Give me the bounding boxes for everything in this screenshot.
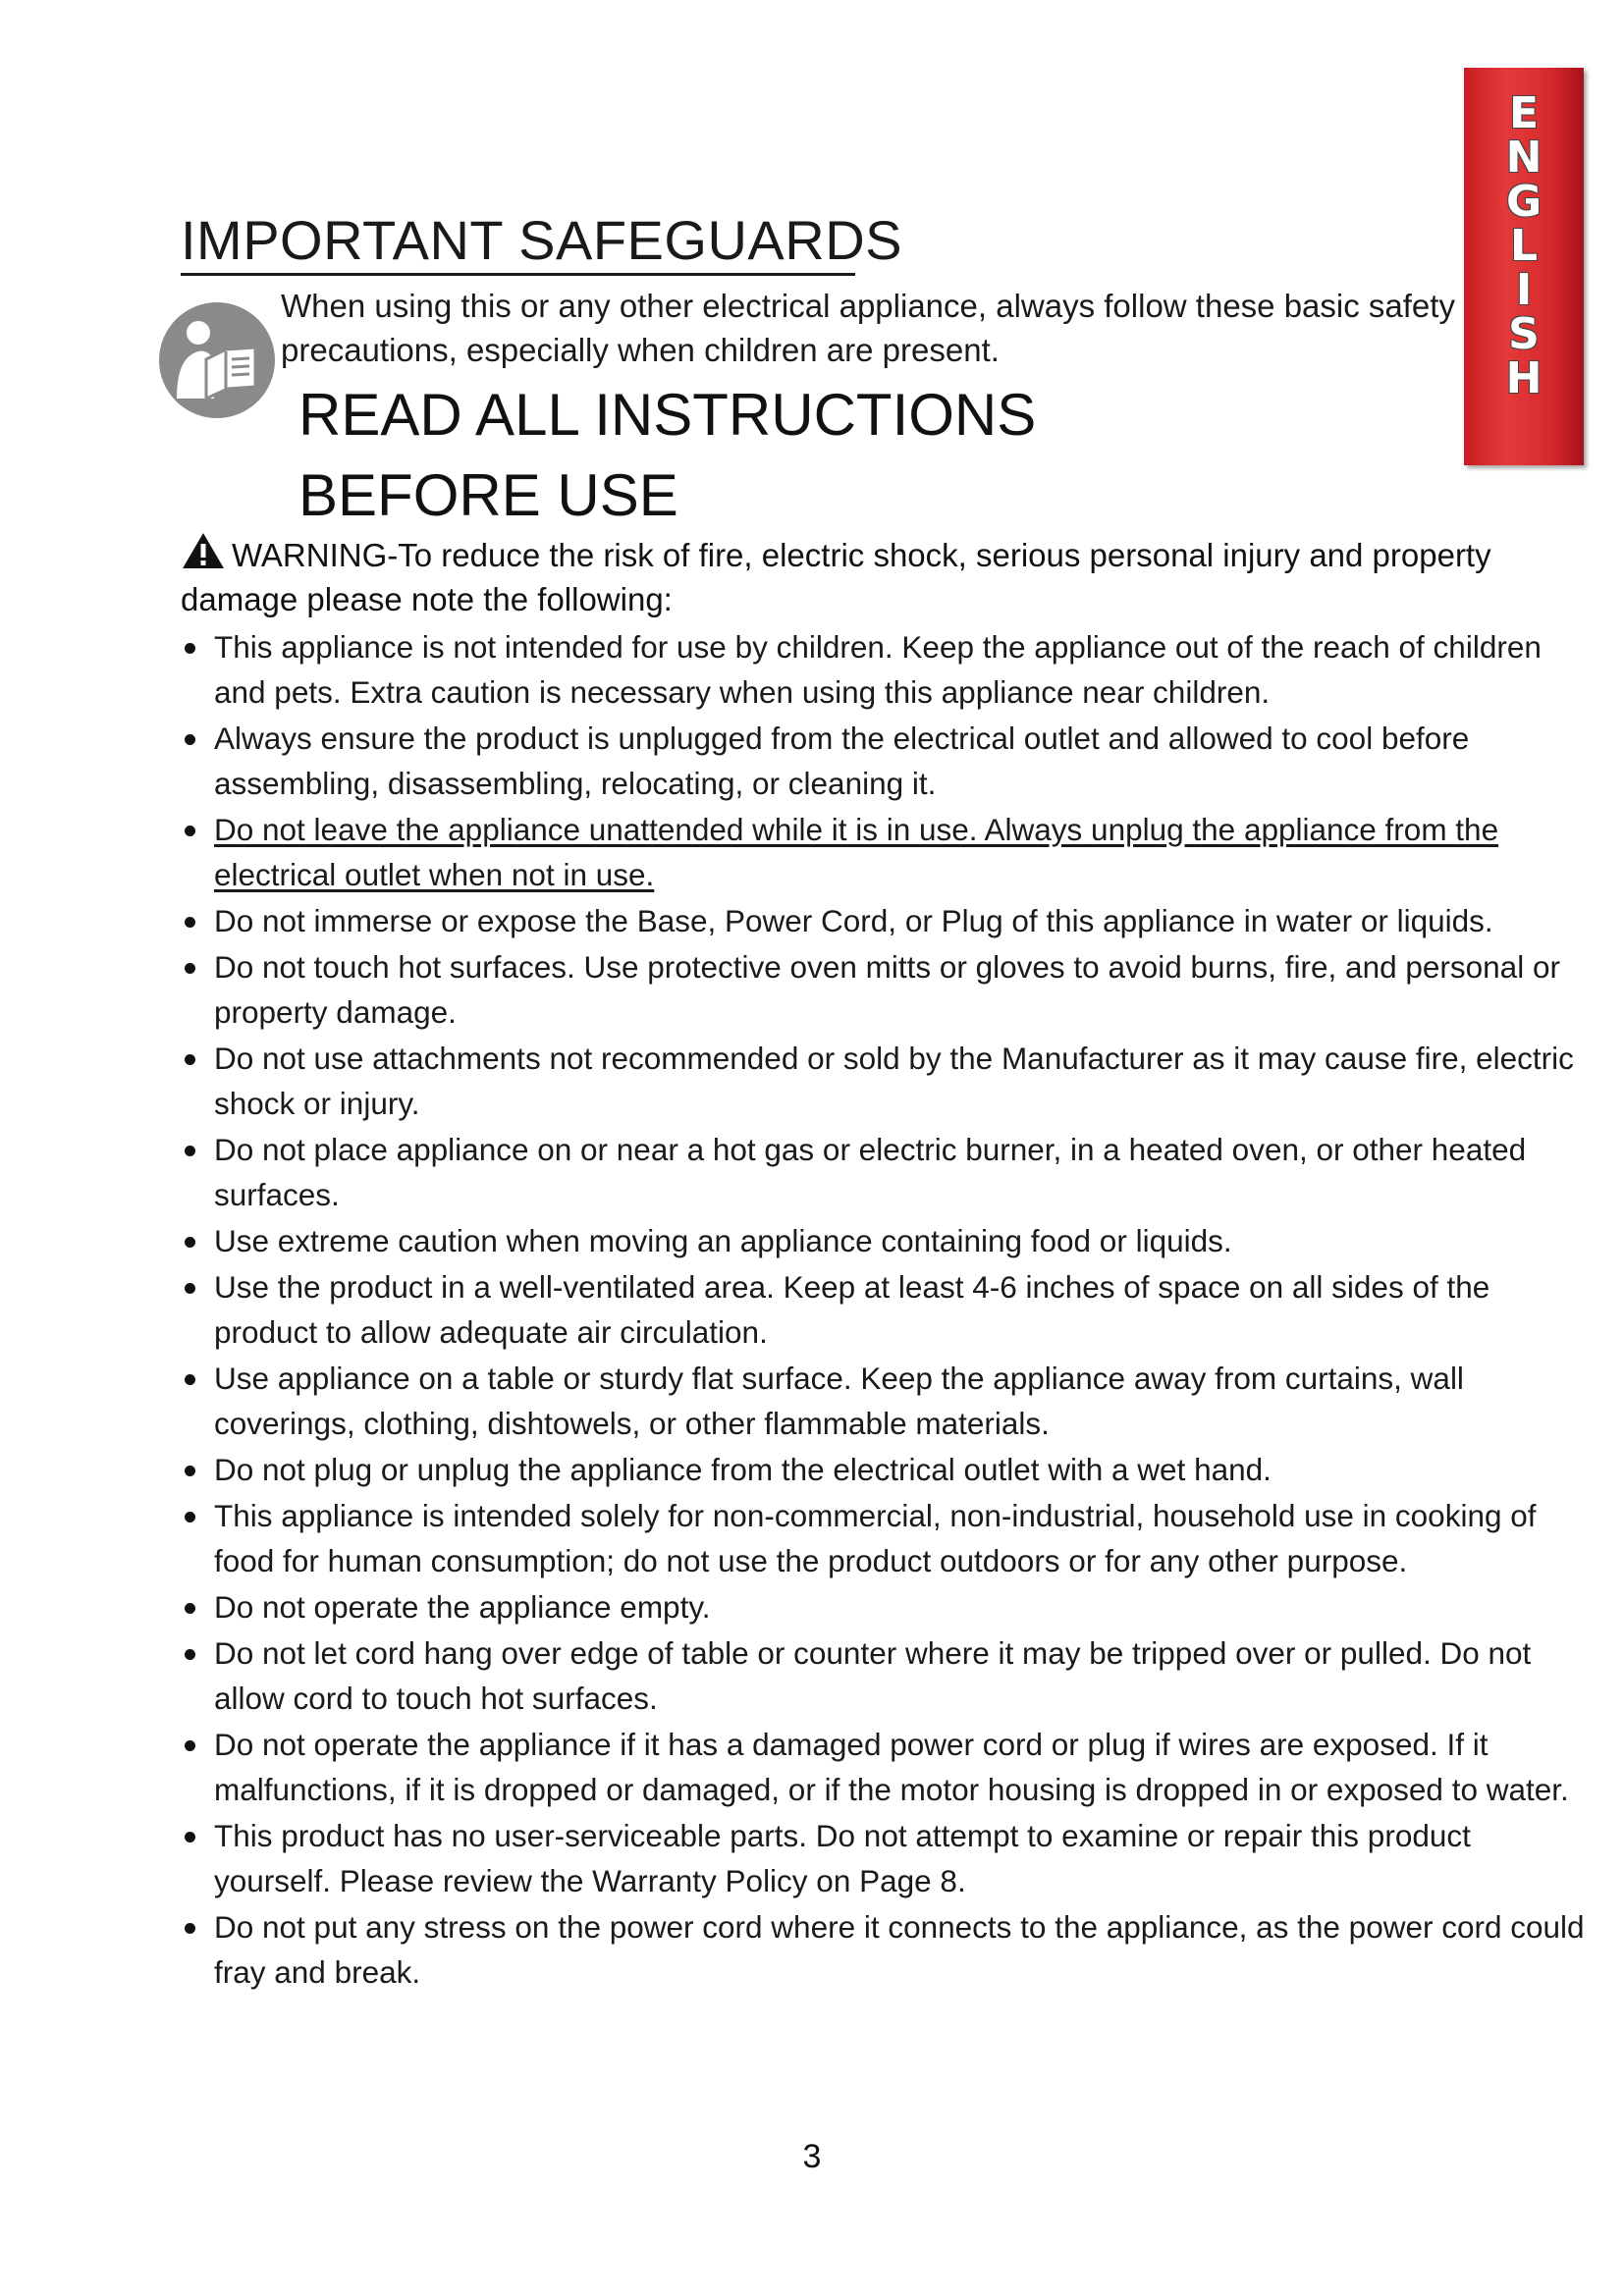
list-item: Do not leave the appliance unattended while it is in use. Always unplug the appliance from the electrical outlet when not in use. [181,807,1585,897]
language-tab-letter: L [1509,221,1539,271]
language-tab-letter: N [1505,133,1543,183]
intro-text: When using this or any other electrical appliance, always follow these basic safety precautions, especially when children are present. [281,288,1455,368]
list-item: This product has no user-serviceable parts. Do not attempt to examine or repair this product yourself. Please review the Warranty Policy on Page 8. [181,1813,1585,1903]
list-item: Use appliance on a table or sturdy flat surface. Keep the appliance away from curtains, wall coverings, clothing, dishtowels, or other flammable materials. [181,1356,1585,1446]
list-item: This appliance is not intended for use by children. Keep the appliance out of the reach of children and pets. Extra caution is necessary when using this appliance near children. [181,624,1585,715]
page-title: IMPORTANT SAFEGUARDS [181,209,902,271]
list-item: Do not place appliance on or near a hot gas or electric burner, in a heated oven, or other heated surfaces. [181,1127,1585,1217]
read-instructions-heading [298,375,1036,536]
list-item: Always ensure the product is unplugged from the electrical outlet and allowed to cool before assembling, disassembling, relocating, or cleaning it. [181,716,1585,806]
list-item: Do not let cord hang over edge of table or counter where it may be tripped over or pulled. Do not allow cord to touch hot surfaces. [181,1630,1585,1721]
language-tab-letter: I [1515,265,1533,315]
list-item: Do not operate the appliance empty. [181,1584,1585,1629]
safeguards-list [181,624,1585,1996]
read-instructions-line: READ ALL INSTRUCTIONS [298,382,1037,448]
list-item: Do not use attachments not recommended or sold by the Manufacturer as it may cause fire, electric shock or injury. [181,1036,1585,1126]
list-item: Do not plug or unplug the appliance from the electrical outlet with a wet hand. [181,1447,1585,1492]
list-item: Use extreme caution when moving an appliance containing food or liquids. [181,1218,1585,1263]
language-tab-letter: E [1508,88,1540,138]
warning-label: WARNING-To reduce the risk of fire, electric shock, serious personal injury and property damage please note the following: [181,537,1491,617]
read-manual-icon [157,300,277,420]
language-tab-letter: H [1505,353,1543,403]
language-tab-letter: G [1505,177,1543,227]
list-item: Do not operate the appliance if it has a damaged power cord or plug if wires are exposed. If it malfunctions, if it is dropped or damaged, or if the motor housing is dropped in or exposed to water. [181,1722,1585,1812]
read-instructions-line: BEFORE USE [298,462,678,528]
language-tab [1464,68,1584,465]
warning-text [181,531,1545,621]
list-item: This appliance is intended solely for non-commercial, non-industrial, household use in cooking of food for human consumption; do not use the product outdoors or for any other purpose. [181,1493,1585,1583]
title-underline [181,273,855,276]
list-item: Do not touch hot surfaces. Use protective oven mitts or gloves to avoid burns, fire, and personal or property damage. [181,944,1585,1035]
language-tab-letter: S [1508,309,1540,359]
warning-triangle-icon [181,531,226,570]
page-number: 3 [802,2138,822,2175]
list-item: Do not put any stress on the power cord where it connects to the appliance, as the power cord could fray and break. [181,1904,1585,1995]
list-item: Use the product in a well-ventilated area. Keep at least 4-6 inches of space on all sides of the product to allow adequate air circulation. [181,1264,1585,1355]
list-item: Do not immerse or expose the Base, Power Cord, or Plug of this appliance in water or liquids. [181,898,1585,943]
